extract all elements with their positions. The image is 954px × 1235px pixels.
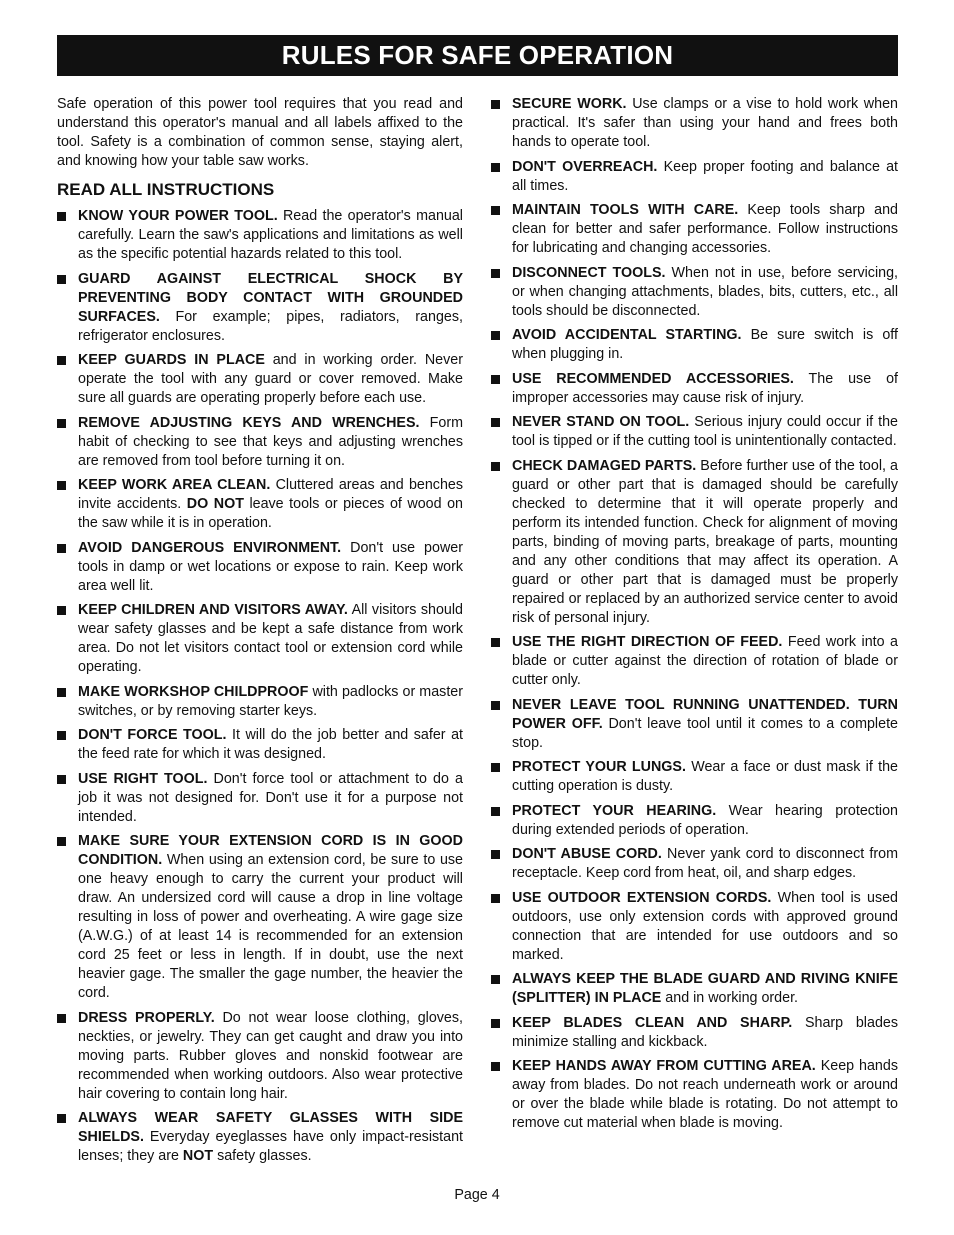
rule-text: Cluttered areas and benches invite accidents. bbox=[78, 477, 463, 512]
rule-text: Use clamps or a vise to hold work when practical. It's safer than using your hand and frees both hands to operate tool. bbox=[512, 96, 898, 150]
rule-item bbox=[57, 476, 463, 533]
rule-item bbox=[491, 158, 898, 196]
rule-title: NEVER STAND ON TOOL. bbox=[512, 414, 690, 430]
rule-text: and in working order. Never operate the tool with any guard or cover removed. Make sure all guards are operating properly before each use. bbox=[78, 352, 463, 406]
rule-text: Form habit of checking to see that keys and adjusting wrenches are removed from tool before turning it on. bbox=[78, 414, 464, 469]
rule-item bbox=[57, 601, 463, 677]
square-bullet-icon bbox=[491, 894, 500, 903]
rule-text: safety glasses. bbox=[213, 1148, 312, 1164]
rule-item bbox=[491, 845, 898, 883]
rule-text: Wear a face or dust mask if the cutting operation is dusty. bbox=[512, 759, 898, 794]
square-bullet-icon bbox=[491, 850, 500, 859]
rule-item bbox=[57, 832, 463, 1003]
rule-item bbox=[57, 770, 463, 827]
rule-title: USE RECOMMENDED ACCESSORIES. bbox=[512, 370, 794, 387]
rule-title: USE THE RIGHT DIRECTION OF FEED. bbox=[512, 634, 783, 650]
rule-item bbox=[491, 1014, 898, 1052]
left-column bbox=[57, 95, 463, 1172]
rule-title: DON'T OVERREACH. bbox=[512, 158, 658, 175]
square-bullet-icon bbox=[491, 206, 500, 215]
rule-text: Keep proper footing and balance at all times. bbox=[512, 158, 899, 194]
rule-item bbox=[57, 726, 463, 764]
rule-item bbox=[491, 264, 898, 321]
rule-item bbox=[57, 1009, 463, 1104]
rule-text: Never yank cord to disconnect from receptacle. Keep cord from heat, oil, and sharp edges. bbox=[512, 846, 898, 881]
square-bullet-icon bbox=[491, 763, 500, 772]
right-column bbox=[491, 95, 898, 1139]
rule-text: Don't use power tools in damp or wet locations or expose to rain. Keep work area well lit. bbox=[78, 539, 463, 594]
rule-title: AVOID DANGEROUS ENVIRONMENT. bbox=[78, 539, 342, 556]
square-bullet-icon bbox=[491, 1019, 500, 1028]
square-bullet-icon bbox=[57, 731, 66, 740]
rule-text: leave tools or pieces of wood on the saw while it is in operation. bbox=[78, 496, 463, 531]
square-bullet-icon bbox=[57, 606, 66, 615]
rule-text: Read the operator's manual carefully. Learn the saw's applications and limitations as well as the specific potential hazards related to this tool. bbox=[78, 208, 463, 262]
rule-text: The use of improper accessories may cause risk of injury. bbox=[512, 370, 898, 406]
rule-title: KNOW YOUR POWER TOOL. bbox=[78, 208, 278, 224]
rule-item bbox=[491, 758, 898, 796]
rule-text: Be sure switch is off when plugging in. bbox=[512, 327, 898, 362]
rule-item bbox=[491, 970, 898, 1008]
rule-text: When not in use, before servicing, or when changing attachments, blades, bits, cutters, etc., all tools should be disconnected. bbox=[512, 264, 898, 319]
rule-item bbox=[491, 889, 898, 965]
square-bullet-icon bbox=[57, 837, 66, 846]
rule-title: USE OUTDOOR EXTENSION CORDS. bbox=[512, 889, 772, 906]
page-number: Page 4 bbox=[454, 1187, 500, 1203]
square-bullet-icon bbox=[491, 375, 500, 384]
rule-title: DRESS PROPERLY. bbox=[78, 1009, 215, 1026]
square-bullet-icon bbox=[491, 100, 500, 109]
square-bullet-icon bbox=[57, 419, 66, 428]
rule-title: DON'T FORCE TOOL. bbox=[78, 727, 227, 743]
square-bullet-icon bbox=[491, 975, 500, 984]
rule-title: NEVER LEAVE TOOL RUNNING UNATTENDED. TURN POWER OFF. bbox=[512, 696, 898, 732]
rule-title: KEEP BLADES CLEAN AND SHARP. bbox=[512, 1014, 793, 1031]
rule-text: When using an extension cord, be sure to use one heavy enough to carry the current your product will draw. An undersized cord will cause a drop in line voltage resulting in loss of power and overheating. A wire gage size (A.W.G.) of at least 14 is recommended for an extension cord 25 feet or less in length. If in doubt, use the next heavier gage. The smaller the gage number, the heavier the cord. bbox=[78, 852, 463, 1001]
rule-text: Keep hands away from blades. Do not reach underneath work or around or over the blade while blade is rotating. Do not attempt to remove cut material when blade is moving. bbox=[512, 1058, 898, 1131]
rule-title: MAKE WORKSHOP CHILDPROOF bbox=[78, 683, 309, 700]
rule-title: REMOVE ADJUSTING KEYS AND WRENCHES. bbox=[78, 414, 420, 431]
rule-title: MAKE SURE YOUR EXTENSION CORD IS IN GOOD CONDITION. bbox=[78, 833, 463, 868]
square-bullet-icon bbox=[491, 163, 500, 172]
rule-text: All visitors should wear safety glasses and be kept a safe distance from work area. Do not let visitors contact tool or extension cord while operating. bbox=[78, 602, 463, 675]
rule-text: Feed work into a blade or cutter against the direction of rotation of blade or cutter only. bbox=[512, 634, 898, 688]
rule-text: When tool is used outdoors, use only extension cords with approved ground connection that are intended for use outdoors and so marked. bbox=[512, 889, 898, 963]
rule-item bbox=[491, 413, 898, 451]
rule-text: and in working order. bbox=[661, 990, 799, 1006]
rule-item bbox=[57, 270, 463, 346]
rule-text: with padlocks or master switches, or by removing starter keys. bbox=[78, 683, 463, 719]
rule-text: It will do the job better and safer at the feed rate for which it was designed. bbox=[78, 727, 463, 762]
page-title: RULES FOR SAFE OPERATION bbox=[281, 40, 674, 70]
square-bullet-icon bbox=[491, 331, 500, 340]
rule-title: ALWAYS WEAR SAFETY GLASSES WITH SIDE SHIELDS. bbox=[78, 1110, 463, 1145]
rule-text: Wear hearing protection during extended periods of operation. bbox=[512, 802, 898, 838]
section-heading: READ ALL INSTRUCTIONS bbox=[57, 180, 275, 199]
square-bullet-icon bbox=[491, 462, 500, 471]
square-bullet-icon bbox=[57, 1114, 66, 1123]
square-bullet-icon bbox=[491, 701, 500, 710]
square-bullet-icon bbox=[57, 356, 66, 365]
right-rules-list bbox=[491, 95, 898, 1133]
rule-title: CHECK DAMAGED PARTS. bbox=[512, 457, 697, 474]
rule-title: KEEP WORK AREA CLEAN. bbox=[78, 477, 271, 493]
rule-item bbox=[491, 201, 898, 258]
rule-emphasis: DO NOT bbox=[181, 496, 244, 512]
rule-text: Don't force tool or attachment to do a job it was not designed for. Don't use it for a purpose not intended. bbox=[78, 770, 463, 825]
rule-item bbox=[491, 370, 898, 408]
title-banner bbox=[57, 35, 898, 76]
rule-title: MAINTAIN TOOLS WITH CARE. bbox=[512, 202, 739, 218]
rule-text: Sharp blades minimize stalling and kickback. bbox=[512, 1014, 898, 1050]
rule-title: KEEP CHILDREN AND VISITORS AWAY. bbox=[78, 602, 348, 618]
rule-title: ALWAYS KEEP THE BLADE GUARD AND RIVING KNIFE (SPLITTER) IN PLACE bbox=[512, 971, 898, 1006]
square-bullet-icon bbox=[57, 1014, 66, 1023]
rule-title: SECURE WORK. bbox=[512, 96, 627, 112]
rule-title: AVOID ACCIDENTAL STARTING. bbox=[512, 327, 742, 343]
rule-item bbox=[57, 414, 463, 471]
rule-title: DON'T ABUSE CORD. bbox=[512, 846, 662, 862]
rule-item bbox=[491, 457, 898, 628]
square-bullet-icon bbox=[57, 775, 66, 784]
rule-item bbox=[491, 1057, 898, 1133]
intro-paragraph: Safe operation of this power tool requires that you read and understand this operator's manual and all labels affixed to the tool. Safety is a combination of common sense, staying alert, and knowing how your table saw works. bbox=[57, 96, 463, 169]
rule-item bbox=[491, 95, 898, 152]
rule-item bbox=[57, 351, 463, 408]
rule-title: KEEP GUARDS IN PLACE bbox=[78, 352, 265, 368]
rule-title: USE RIGHT TOOL. bbox=[78, 770, 208, 787]
rule-text: Serious injury could occur if the tool is tipped or if the cutting tool is unintentionally contacted. bbox=[512, 414, 898, 449]
square-bullet-icon bbox=[491, 418, 500, 427]
rule-title: GUARD AGAINST ELECTRICAL SHOCK BY PREVENTING BODY CONTACT WITH GROUNDED SURFACES. bbox=[78, 270, 463, 325]
left-rules-list bbox=[57, 207, 463, 1166]
rule-text: Everyday eyeglasses have only impact-resistant lenses; they are bbox=[78, 1129, 463, 1164]
rule-title: PROTECT YOUR LUNGS. bbox=[512, 759, 686, 775]
rule-text: Before further use of the tool, a guard or other part that is damaged should be carefully checked to determine that it will operate properly and perform its intended function. Check for alignment of moving parts, binding of moving parts, breakage of parts, mounting and any other conditions that may affect its operation. A guard or other part that is damaged must be properly repaired or replaced by an authorized service center to avoid risk of personal injury. bbox=[512, 457, 898, 626]
square-bullet-icon bbox=[57, 481, 66, 490]
rule-item bbox=[57, 207, 463, 264]
rule-title: KEEP HANDS AWAY FROM CUTTING AREA. bbox=[512, 1058, 816, 1074]
square-bullet-icon bbox=[491, 1062, 500, 1071]
square-bullet-icon bbox=[491, 807, 500, 816]
rule-text: Do not wear loose clothing, gloves, neckties, or jewelry. They can get caught and draw you into moving parts. Rubber gloves and nonskid footwear are recommended when working outdoors. Also wear protective hair covering to contain long hair. bbox=[78, 1009, 463, 1102]
rule-title: DISCONNECT TOOLS. bbox=[512, 264, 666, 281]
square-bullet-icon bbox=[57, 688, 66, 697]
rule-item bbox=[57, 1109, 463, 1166]
rule-item bbox=[491, 633, 898, 690]
square-bullet-icon bbox=[57, 212, 66, 221]
rule-text: Keep tools sharp and clean for better and safer performance. Follow instructions for lubricating and changing accessories. bbox=[512, 202, 898, 256]
square-bullet-icon bbox=[57, 544, 66, 553]
rule-item bbox=[491, 326, 898, 364]
square-bullet-icon bbox=[57, 275, 66, 284]
square-bullet-icon bbox=[491, 269, 500, 278]
rule-item bbox=[491, 802, 898, 840]
square-bullet-icon bbox=[491, 638, 500, 647]
rule-item bbox=[57, 683, 463, 721]
rule-text: Don't leave tool until it comes to a complete stop. bbox=[512, 715, 898, 751]
rule-text: For example; pipes, radiators, ranges, refrigerator enclosures. bbox=[78, 308, 463, 344]
rule-item bbox=[491, 696, 898, 753]
rule-item bbox=[57, 539, 463, 596]
rule-emphasis: NOT bbox=[178, 1148, 214, 1164]
rule-title: PROTECT YOUR HEARING. bbox=[512, 802, 717, 819]
